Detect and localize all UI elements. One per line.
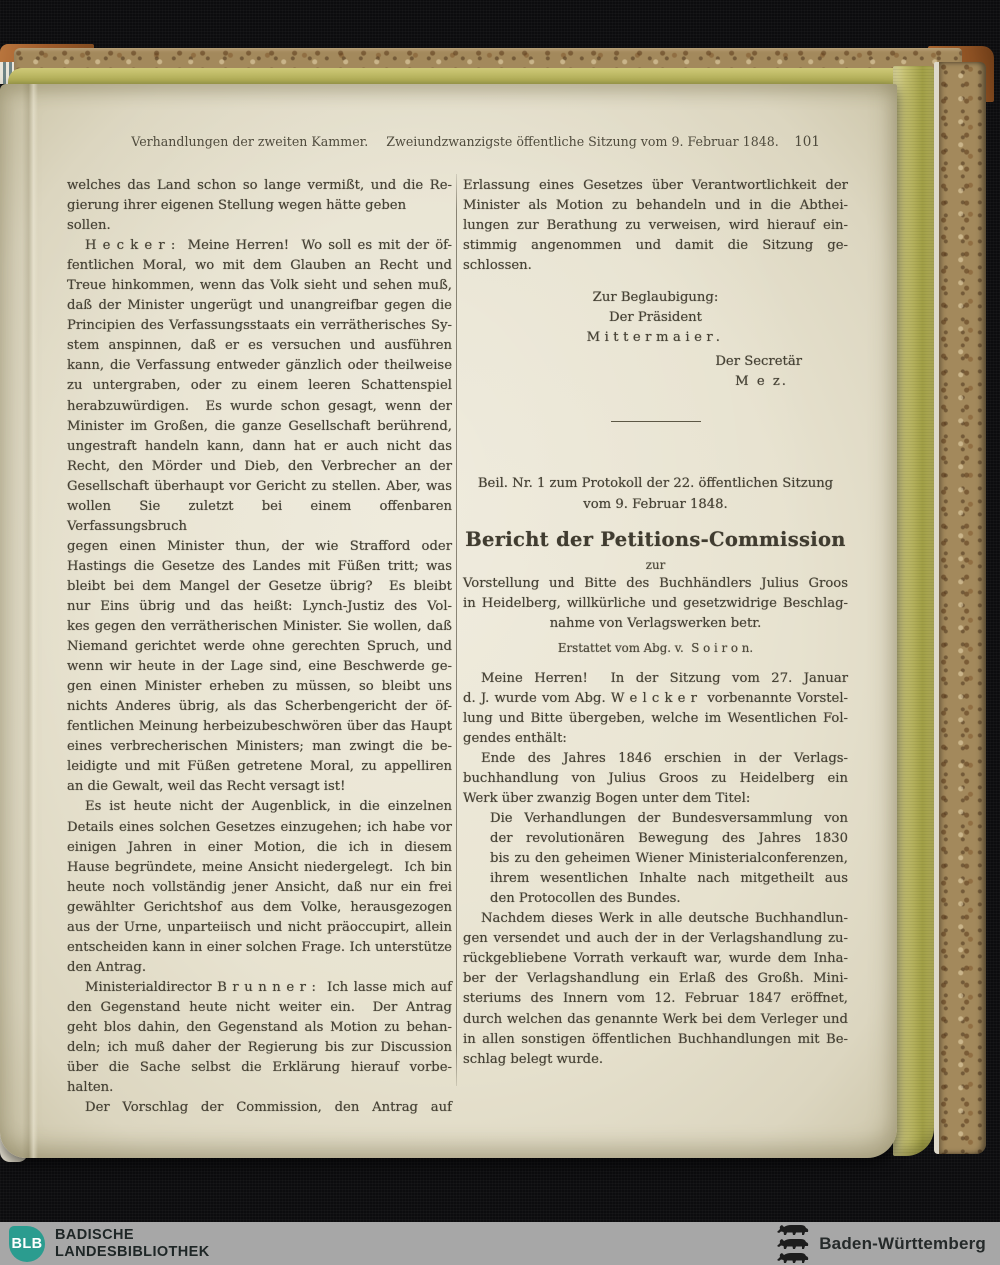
footer-bar — [0, 1222, 1000, 1265]
text-line: nur Eins übrig und das heißt: Lynch-Justiz des Vol- — [67, 598, 452, 614]
blb-logo-text: BLB — [11, 1235, 43, 1252]
text-line: rückgebliebene Vorrath verkauft war, wurde dem Inha- — [463, 951, 848, 967]
text-line: stimmig angenommen und damit die Sitzung ge- — [463, 238, 848, 254]
text-line: Zur Beglaubigung: — [592, 290, 719, 306]
text-line: Nachdem dieses Werk in alle deutsche Buchhandlun- — [481, 911, 848, 927]
text-line: Der Präsident — [609, 310, 702, 326]
text-line: Erstattet vom Abg. v. S o i r o n. — [557, 640, 754, 655]
text-line — [463, 412, 848, 430]
text-line — [463, 276, 848, 288]
text-line: der revolutionären Bewegung des Jahres 1830 — [490, 831, 848, 847]
text-line: bleibt bei dem Mangel der Gesetze übrig? Es bleibt — [67, 578, 452, 594]
text-line: nahme von Verlagswerken betr. — [549, 615, 762, 631]
book-cover-right-marbled-edge — [934, 62, 986, 1154]
library-name — [55, 1227, 210, 1260]
text-line: lungen zur Berathung zu verweisen, wird hierauf ein- — [463, 218, 848, 234]
text-line: Die Verhandlungen der Bundesversammlung von — [490, 811, 848, 827]
text-line: steriums des Innern vom 12. Februar 1847 eröffnet, — [463, 991, 848, 1007]
text-line: Meine Herren! In der Sitzung vom 27. Januar — [481, 670, 848, 686]
state-label: Baden-Württemberg — [819, 1233, 986, 1253]
right-text-column — [463, 176, 848, 1070]
text-line: schlossen. — [463, 258, 532, 274]
text-line: Ende des Jahres 1846 erschien in der Verlags- — [481, 750, 848, 766]
text-line: Hause begründete, meine Ansicht niedergelegt. Ich bin — [67, 859, 452, 875]
text-line — [463, 657, 848, 669]
library-name-line2: LANDESBIBLIOTHEK — [55, 1243, 210, 1260]
text-line: Bericht der Petitions-Commission — [465, 527, 846, 551]
text-line — [463, 515, 848, 527]
text-line: Es ist heute nicht der Augenblick, in die einzelnen — [85, 799, 452, 815]
text-line: ihrem wesentlichen Inhalte nach mitgetheilt aus — [490, 871, 848, 887]
text-line: buchhandlung von Julius Groos zu Heidelberg ein — [463, 770, 848, 786]
text-line: aus der Urne, unparteiisch und nicht präoccupirt, allein — [67, 919, 452, 935]
text-line: leidigte und mit Füßen getretene Moral, zu appelliren — [67, 759, 452, 775]
text-line: Gesellschaft überhaupt vor Gericht zu stellen. Aber, was — [67, 478, 452, 494]
text-line: Treue hinkommen, wenn das Volk sieht und sehen muß, — [67, 278, 452, 294]
three-lions-coat-of-arms-icon — [775, 1223, 811, 1265]
text-line: einigen Jahren in einer Motion, die ich in diesem — [67, 839, 452, 855]
text-line: Der Vorschlag der Commission, den Antrag auf — [85, 1100, 452, 1116]
text-line: Werk über zwanzig Bogen unter dem Titel: — [463, 790, 751, 806]
text-line: gierung ihrer eigenen Stellung wegen hätte geben sollen. — [67, 198, 411, 234]
text-line: ungestraft handeln kann, dann hat er auch nicht das — [67, 438, 452, 454]
text-line: in allen sonstigen öffentlichen Buchhandlungen mit Be- — [463, 1031, 848, 1047]
text-line: zu untergraben, oder zu einem leeren Schattenspiel — [67, 378, 452, 394]
text-line: Niemand gerichtet werde ohne gerechten Spruch, und — [67, 639, 452, 655]
text-line: zur — [645, 557, 666, 572]
text-line: d. J. wurde vom Abg. W e l c k e r vorbenannte Vorstel- — [463, 690, 848, 706]
book-page — [0, 84, 897, 1158]
text-line: Mittermaier. — [586, 330, 725, 346]
text-line: halten. — [67, 1080, 114, 1096]
text-line — [463, 430, 848, 474]
text-line: Principien des Verfassungsstaats ein verrätherisches Sy- — [67, 318, 452, 334]
text-line: eines verbrecherischen Ministers; man zwingt die be- — [67, 739, 452, 755]
text-line: wollen Sie zuletzt bei einem offenbaren Verfassungsbruch — [67, 498, 457, 534]
page-block-fore-edge — [893, 66, 934, 1156]
text-line: durch welchen das genannte Werk bei dem Verleger und — [463, 1011, 848, 1027]
blb-logo — [9, 1226, 45, 1262]
page-number: 101 — [794, 134, 820, 150]
text-line: Erlassung eines Gesetzes über Verantwortlichkeit der — [463, 178, 848, 193]
text-line: gegen einen Minister thun, der wie Strafford oder — [67, 538, 452, 554]
text-line: nichts Anderes übrig, als das Scherbengericht der öf- — [67, 699, 452, 715]
text-line: schlag belegt wurde. — [463, 1051, 604, 1067]
text-line: Hastings die Gesetze des Landes mit Füßen tritt; was — [67, 558, 452, 574]
column-divider-rule — [456, 174, 457, 1086]
text-line: bis zu den geheimen Wiener Ministerialconferenzen, — [490, 851, 848, 867]
state-brand — [775, 1223, 986, 1265]
text-line: den Protocollen des Bundes. — [490, 891, 681, 907]
text-line: ber der Verlagshandlung ein Erlaß des Großh. Mini- — [463, 971, 848, 987]
text-line: daß der Minister ungerügt und unangreifbar gegen die — [67, 298, 452, 314]
text-line: den Antrag. — [67, 959, 147, 975]
text-line: geht blos dahin, den Gegenstand als Motion zu behan- — [67, 1019, 452, 1035]
text-line: Der Secretär — [715, 354, 802, 370]
text-line: über die Sache selbst die Erklärung hierauf vorbe- — [67, 1060, 452, 1076]
library-name-line1: BADISCHE — [55, 1227, 134, 1243]
text-line: vom 9. Februar 1848. — [583, 496, 728, 512]
text-line: fentlichen Moral, wo mit dem Glauben an Recht und — [67, 258, 452, 274]
text-line: Minister als Motion zu behandeln und in die Abthei- — [463, 198, 848, 214]
text-line: kann, die Verfassung entweder gänzlich oder theilweise — [67, 358, 452, 374]
text-line: lung und Bitte übergeben, welche im Wesentlichen Fol- — [463, 710, 848, 726]
text-line: H e c k e r : Meine Herren! Wo soll es mit der öf- — [85, 238, 452, 254]
text-line: gendes enthält: — [463, 730, 567, 746]
text-line: welches das Land schon so lange vermißt, und die Re- — [67, 178, 452, 193]
text-line: an die Gewalt, weil das Recht versagt ist! — [67, 779, 346, 795]
text-line: deln; ich muß daher der Regierung bis zur Discussion — [67, 1040, 452, 1056]
text-line — [463, 392, 848, 412]
text-line: Minister im Großen, die ganze Gesellschaft berührend, — [67, 418, 452, 434]
text-line: herabzuwürdigen. Es wurde schon gesagt, wenn der — [67, 398, 452, 414]
running-head — [64, 134, 846, 149]
text-line: in Heidelberg, willkürliche und gesetzwidrige Beschlag- — [463, 595, 848, 611]
text-line: Ministerialdirector B r u n n e r : Ich lasse mich auf — [85, 979, 452, 995]
text-line: Vorstellung und Bitte des Buchhändlers Julius Groos — [463, 575, 848, 591]
running-head-right: Zweiundzwanzigste öffentliche Sitzung vom 9. Februar 1848. — [386, 134, 779, 149]
text-line: gen einen Minister erheben zu müssen, so bleibt uns — [67, 679, 452, 695]
text-line: gen versendet und auch der in der Verlagshandlung zu- — [463, 931, 848, 947]
text-line: entscheiden kann in einer solchen Frage. Ich unterstütze — [67, 939, 452, 955]
text-line: kes gegen den verrätherischen Minister. Sie wollen, daß — [67, 619, 452, 635]
text-line: heute noch vollständig jener Ansicht, daß nur ein frei — [67, 879, 452, 895]
text-line: M e z. — [735, 374, 788, 390]
text-line: wenn wir heute in der Lage sind, eine Beschwerde ge- — [67, 659, 452, 675]
text-line: fentlichen Meinung herbeizubeschwören über das Haupt — [67, 719, 452, 735]
text-line: stem anspinnen, daß er es versuchen und ausführen — [67, 338, 452, 354]
text-line: den Gegenstand heute nicht weiter ein. Der Antrag — [67, 999, 452, 1015]
left-text-column — [67, 176, 457, 1118]
text-line: Details eines solchen Gesetzes einzugehen; ich habe vor — [67, 819, 452, 835]
text-line: Recht, den Mörder und Dieb, den Verbrecher an der — [67, 458, 452, 474]
text-line: Beil. Nr. 1 zum Protokoll der 22. öffentlichen Sitzung — [477, 476, 834, 492]
running-head-left: Verhandlungen der zweiten Kammer. — [131, 134, 369, 149]
text-line: gewählter Gerichtshof aus dem Volke, herausgezogen — [67, 899, 452, 915]
